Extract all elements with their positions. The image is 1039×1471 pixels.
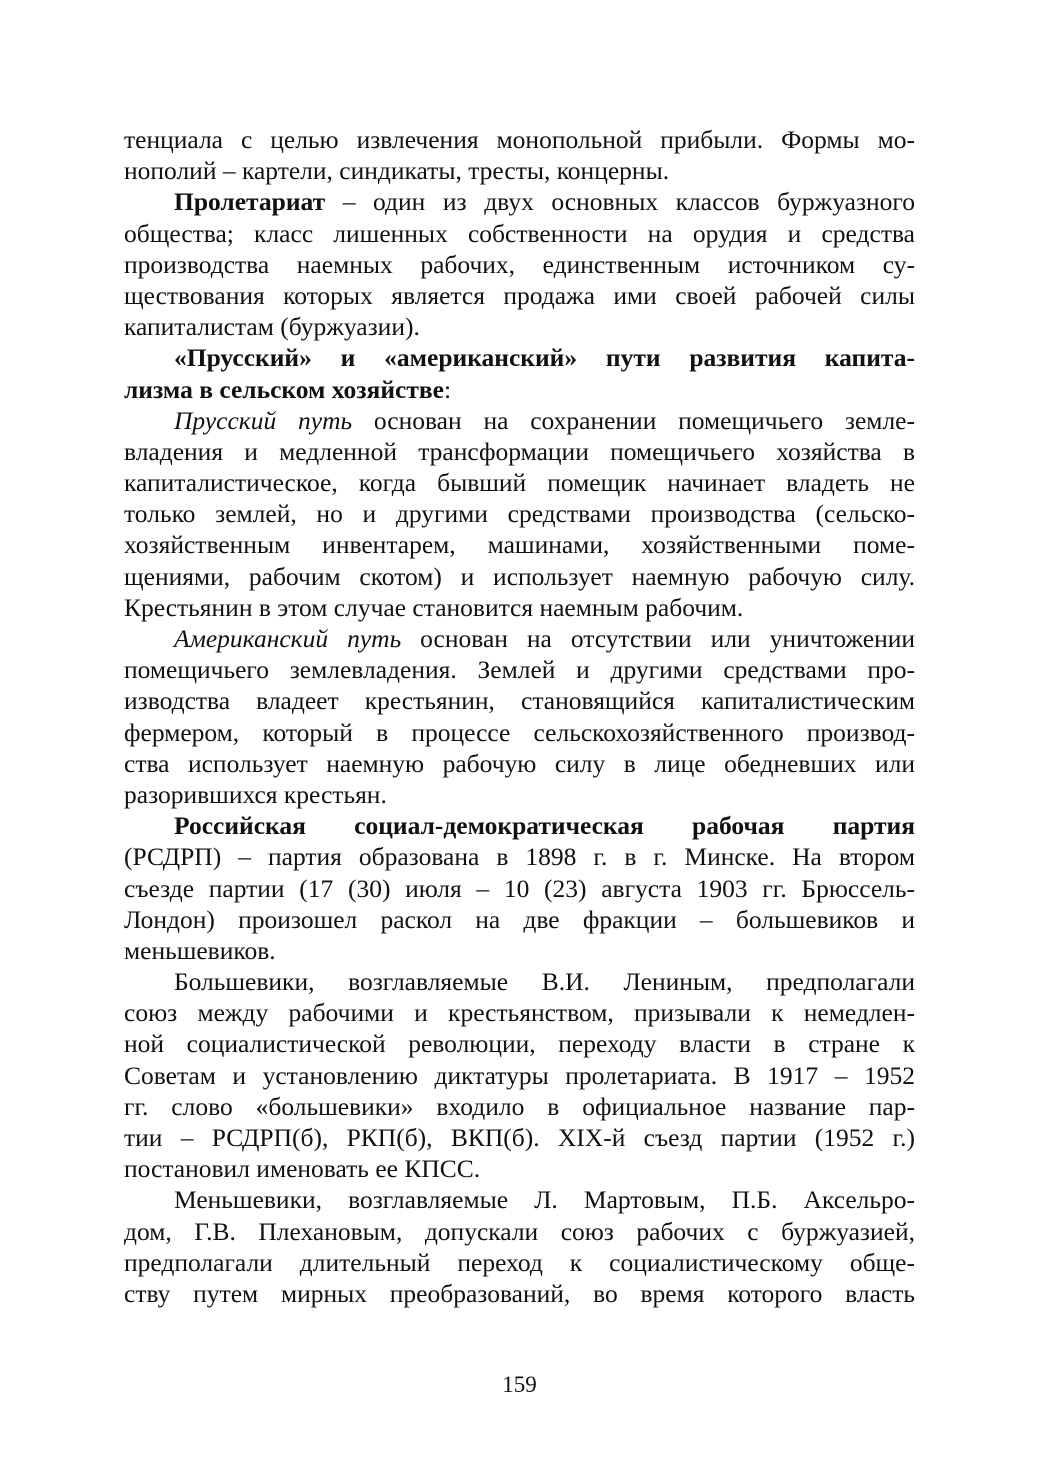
text-span: щениями, рабочим скотом) и использует наемную рабочую силу. xyxy=(124,561,915,591)
bold-term: Российская социал-демократическая рабочая партия xyxy=(174,811,915,841)
text-line xyxy=(124,1122,915,1153)
text-line xyxy=(124,1028,915,1059)
text-span: предполагали длительный переход к социалистическому обще- xyxy=(124,1247,915,1277)
text-span: Лондон) произошел раскол на две фракции – большевиков и xyxy=(124,904,915,934)
text-span: только землей, но и другими средствами производства (сельско- xyxy=(124,499,915,529)
text-line xyxy=(124,311,915,342)
bold-term: «Прусский» и «американский» пути развития капита- xyxy=(174,343,915,373)
text-span: меньшевиков. xyxy=(124,935,276,965)
text-line xyxy=(124,436,915,467)
text-span: капиталистическое, когда бывший помещик начинает владеть не xyxy=(124,468,915,498)
text-span: Меньшевики, возглавляемые Л. Мартовым, П.Б. Аксельро- xyxy=(174,1185,915,1215)
text-line xyxy=(124,623,915,654)
text-line xyxy=(124,1060,915,1091)
text-span: владения и медленной трансформации помещичьего хозяйства в xyxy=(124,436,915,466)
text-line xyxy=(124,685,915,716)
text-line xyxy=(124,529,915,560)
text-span: Большевики, возглавляемые В.И. Лениным, предполагали xyxy=(174,967,915,997)
text-span: основан на сохранении помещичьего земле- xyxy=(352,405,915,435)
text-line xyxy=(124,997,915,1028)
text-line xyxy=(124,935,915,966)
text-line xyxy=(124,467,915,498)
bold-term: Пролетариат xyxy=(174,187,326,217)
text-line xyxy=(124,1216,915,1247)
text-span: производства наемных рабочих, единственным источником су- xyxy=(124,249,915,279)
text-span: : xyxy=(443,374,452,404)
text-line xyxy=(124,498,915,529)
text-line xyxy=(124,280,915,311)
bold-term: лизма в сельском хозяйстве xyxy=(124,374,444,404)
text-line xyxy=(124,873,915,904)
text-line xyxy=(124,124,915,155)
text-line xyxy=(124,748,915,779)
text-span: тии – РСДРП(б), РКП(б), ВКП(б). XIX-й съезд партии (1952 г.) xyxy=(124,1123,915,1152)
text-line xyxy=(124,1278,915,1309)
text-span: (РСДРП) – партия образована в 1898 г. в г. Минске. На втором xyxy=(124,842,915,872)
text-span: постановил именовать ее КПСС. xyxy=(124,1154,481,1184)
text-span: фермером, который в процессе сельскохозяйственного производ- xyxy=(124,717,915,747)
text-span: капиталистам (буржуазии). xyxy=(124,312,420,342)
text-span: разорившихся крестьян. xyxy=(124,779,387,809)
text-line xyxy=(124,592,915,623)
text-span: ществования которых является продажа ими своей рабочей силы xyxy=(124,280,915,310)
text-span: изводства владеет крестьянин, становящийся капиталистическим xyxy=(124,686,915,716)
italic-term: Прусский путь xyxy=(174,405,353,435)
text-span: – один из двух основных классов буржуазного xyxy=(325,187,915,217)
text-line xyxy=(124,654,915,685)
italic-term: Американский путь xyxy=(174,624,402,653)
text-line xyxy=(124,374,915,405)
text-line xyxy=(124,810,915,841)
text-span: тенциала с целью извлечения монопольной прибыли. Формы мо- xyxy=(124,125,915,154)
text-line xyxy=(124,561,915,592)
text-line xyxy=(124,342,915,373)
text-span: хозяйственным инвентарем, машинами, хозяйственными поме- xyxy=(124,530,915,560)
text-span: съезде партии (17 (30) июля – 10 (23) августа 1903 гг. Брюссель- xyxy=(124,873,915,903)
text-line xyxy=(124,717,915,748)
text-line xyxy=(124,405,915,436)
body-text xyxy=(124,124,915,1309)
text-span: дом, Г.В. Плехановым, допускали союз рабочих с буржуазией, xyxy=(124,1216,915,1246)
text-line xyxy=(124,249,915,280)
text-span: ства использует наемную рабочую силу в лице обедневших или xyxy=(124,748,915,778)
text-span: помещичьего землевладения. Землей и другими средствами про- xyxy=(124,655,915,685)
text-line xyxy=(124,904,915,935)
text-span: ной социалистической революции, переходу власти в стране к xyxy=(124,1029,915,1059)
text-span: ству путем мирных преобразований, во время которого власть xyxy=(124,1278,915,1308)
text-span: гг. слово «большевики» входило в официальное название пар- xyxy=(124,1091,915,1121)
text-line xyxy=(124,779,915,810)
text-line xyxy=(124,966,915,997)
text-span: основан на отсутствии или уничтожении xyxy=(401,624,916,653)
text-line xyxy=(124,155,915,186)
text-span: общества; класс лишенных собственности на орудия и средства xyxy=(124,218,915,248)
text-span: Крестьянин в этом случае становится наемным рабочим. xyxy=(124,592,744,622)
text-line xyxy=(124,1247,915,1278)
text-line xyxy=(124,218,915,249)
text-span: нополий – картели, синдикаты, тресты, концерны. xyxy=(124,156,670,186)
text-span: союз между рабочими и крестьянством, призывали к немедлен- xyxy=(124,998,915,1028)
text-line xyxy=(124,841,915,872)
text-line xyxy=(124,1091,915,1122)
text-line xyxy=(124,186,915,217)
page-number: 159 xyxy=(502,1372,537,1397)
text-span: Советам и установлению диктатуры пролетариата. В 1917 – 1952 xyxy=(124,1060,915,1090)
text-line xyxy=(124,1153,915,1184)
text-line xyxy=(124,1184,915,1215)
